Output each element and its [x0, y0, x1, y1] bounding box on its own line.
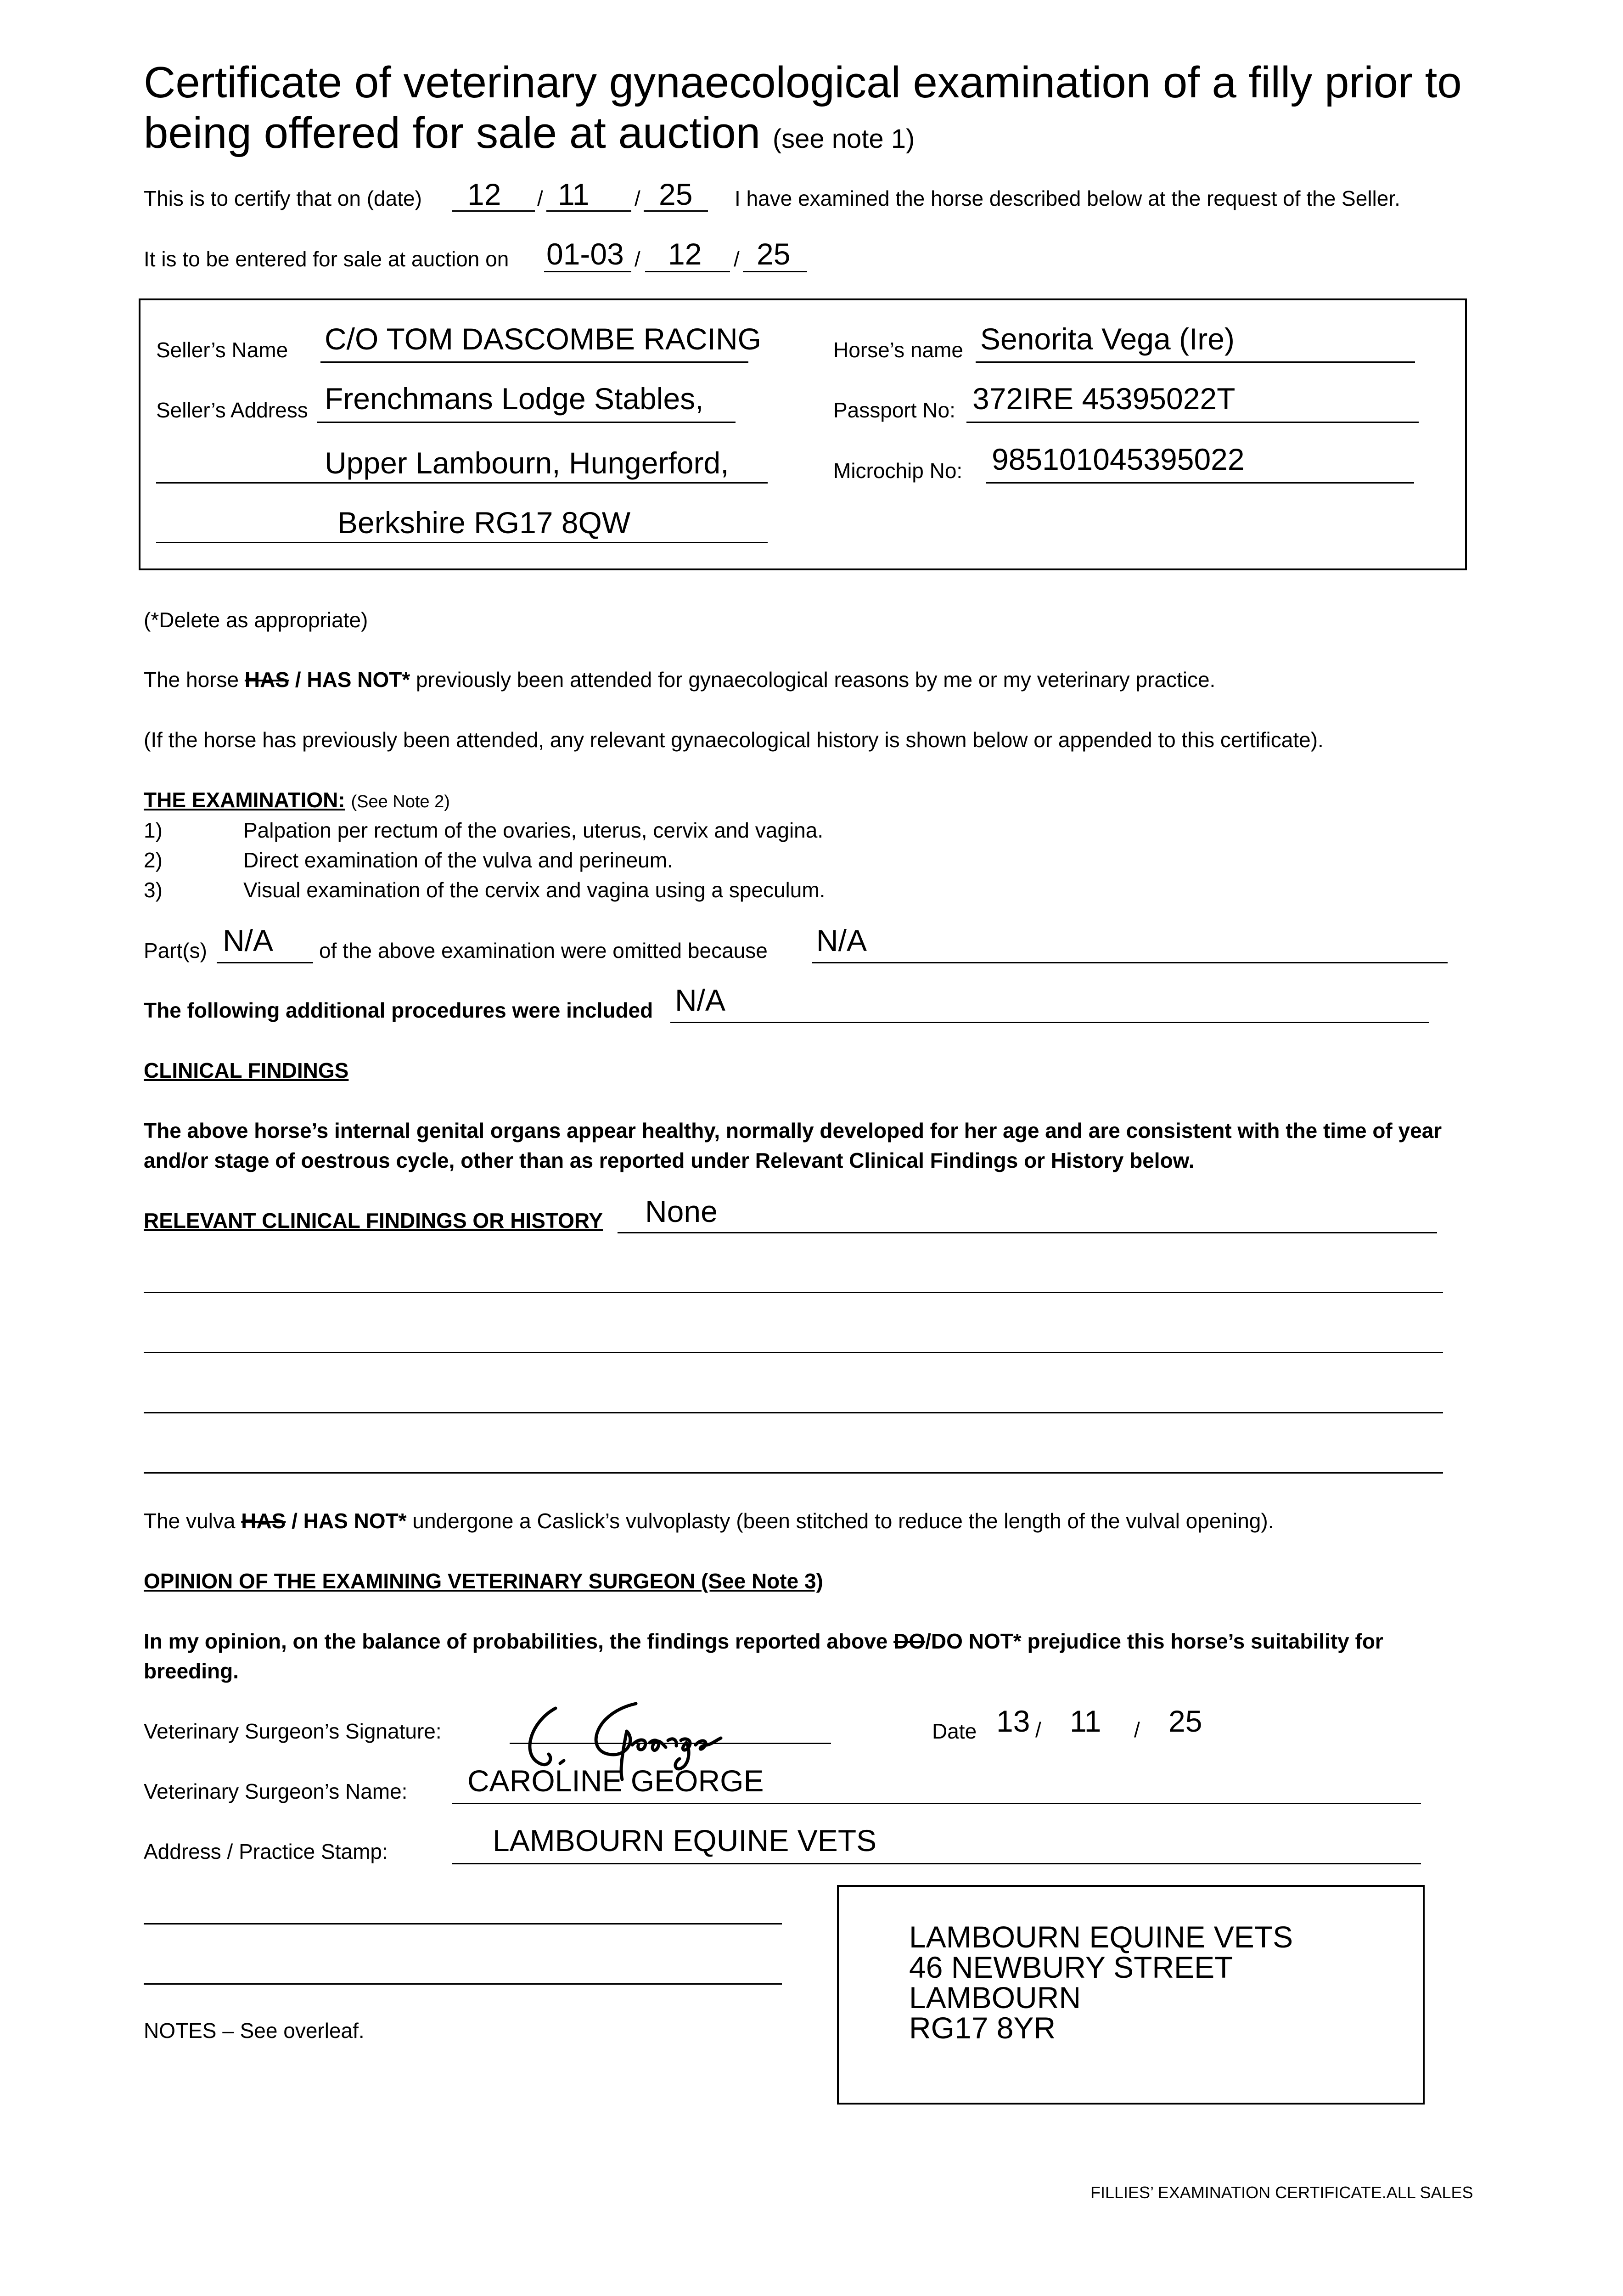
vulva-has-not: / HAS NOT* [286, 1509, 407, 1533]
sign-date-sep-2: / [1134, 1718, 1140, 1742]
relevant-findings-line-2 [144, 1292, 1443, 1293]
certify-year: 25 [659, 177, 693, 211]
practice-address: LAMBOURN EQUINE VETS [493, 1823, 877, 1857]
omitted-parts-label: Part(s) [144, 939, 207, 962]
auction-sep-1: / [635, 247, 640, 271]
exam-item-1-num: 1) [144, 818, 163, 842]
microchip-line [986, 482, 1414, 484]
microchip-number: 985101045395022 [992, 442, 1245, 476]
certify-sep-2: / [635, 186, 640, 210]
opinion-heading: OPINION OF THE EXAMINING VETERINARY SURGEON (See Note 3) [144, 1569, 823, 1593]
seller-address-line-2 [156, 482, 768, 484]
date-label: Date [932, 1719, 977, 1743]
sign-date-sep-1: / [1035, 1718, 1041, 1742]
sign-date-year: 25 [1168, 1704, 1202, 1738]
exam-item-2-num: 2) [144, 848, 163, 872]
exam-item-3-num: 3) [144, 878, 163, 902]
exam-item-3-text: Visual examination of the cervix and vagina using a speculum. [243, 878, 826, 902]
vulva-prefix: The vulva [144, 1509, 241, 1533]
relevant-findings-line-3 [144, 1352, 1443, 1353]
exam-item-1-text: Palpation per rectum of the ovaries, uterus, cervix and vagina. [243, 818, 824, 842]
passport-label: Passport No: [833, 398, 955, 422]
passport-line [966, 422, 1419, 423]
relevant-findings-line-4 [144, 1412, 1443, 1413]
title-line-2 [144, 108, 1462, 164]
certify-prefix: This is to certify that on (date) [144, 186, 422, 210]
attended-suffix: previously been attended for gynaecological reasons by me or my veterinary practice. [410, 668, 1216, 692]
stamp-line-4: RG17 8YR [909, 2011, 1056, 2045]
passport-number: 372IRE 45395022T [972, 382, 1236, 416]
examination-heading: THE EXAMINATION: [144, 788, 345, 812]
relevant-findings-value: None [645, 1194, 718, 1228]
omitted-parts-line [217, 962, 313, 963]
page-title [144, 57, 1462, 164]
opinion-suffix: /DO NOT* prejudice this horse’s suitability for [925, 1629, 1383, 1653]
seller-address-3: Berkshire RG17 8QW [337, 506, 631, 540]
auction-month: 12 [668, 237, 702, 271]
notes-reference: NOTES – See overleaf. [144, 2019, 365, 2043]
signature-label: Veterinary Surgeon’s Signature: [144, 1719, 442, 1743]
additional-label: The following additional procedures were included [144, 998, 653, 1022]
extra-address-line-1 [144, 1923, 782, 1925]
auction-prefix: It is to be entered for sale at auction on [144, 247, 509, 271]
stamp-line-2: 46 NEWBURY STREET [909, 1950, 1233, 1984]
attended-has-not: / HAS NOT* [289, 668, 410, 692]
auction-sep-2: / [734, 247, 740, 271]
relevant-findings-line-1 [618, 1232, 1437, 1233]
clinical-heading: CLINICAL FINDINGS [144, 1058, 349, 1082]
opinion-line-1 [144, 1629, 1383, 1654]
certify-day: 12 [467, 177, 501, 211]
omitted-because-line [812, 962, 1448, 963]
relevant-findings-label: RELEVANT CLINICAL FINDINGS OR HISTORY [144, 1209, 603, 1232]
omitted-middle: of the above examination were omitted because [319, 939, 768, 962]
opinion-line-2: breeding. [144, 1659, 239, 1683]
certify-sep-1: / [537, 186, 543, 210]
attended-has: HAS [244, 668, 290, 692]
seller-address-2: Upper Lambourn, Hungerford, [325, 446, 729, 480]
attended-statement [144, 667, 1215, 692]
certify-month: 11 [558, 177, 590, 211]
footer-label: FILLIES’ EXAMINATION CERTIFICATE.ALL SALES [1090, 2183, 1473, 2202]
relevant-findings-line-5 [144, 1472, 1443, 1474]
seller-address-label: Seller’s Address [156, 398, 308, 422]
sign-date-day: 13 [996, 1704, 1030, 1738]
practice-stamp [909, 1922, 1293, 2043]
sign-date-month: 11 [1070, 1704, 1101, 1738]
horse-name: Senorita Vega (Ire) [980, 322, 1235, 356]
horse-name-label: Horse’s name [833, 338, 963, 362]
microchip-label: Microchip No: [833, 459, 963, 483]
opinion-do: DO [893, 1629, 926, 1653]
seller-address-line-3 [156, 542, 768, 543]
clinical-statement-1: The above horse’s internal genital organs appear healthy, normally developed for her age and are consistent with the time of year [144, 1119, 1442, 1142]
auction-day: 01-03 [546, 237, 624, 271]
vet-name: CAROLINE GEORGE [467, 1764, 764, 1798]
auction-year: 25 [757, 237, 791, 271]
seller-name-line [320, 361, 748, 363]
seller-name: C/O TOM DASCOMBE RACING [325, 322, 762, 356]
additional-line [670, 1022, 1429, 1023]
vet-name-label: Veterinary Surgeon’s Name: [144, 1779, 408, 1803]
seller-address-line-1 [317, 422, 736, 423]
practice-address-label: Address / Practice Stamp: [144, 1840, 388, 1863]
delete-note: (*Delete as appropriate) [144, 608, 368, 632]
title-line-1: Certificate of veterinary gynaecological examination of a filly prior to [144, 58, 1462, 107]
additional-value: N/A [675, 983, 726, 1017]
vulva-has: HAS [241, 1509, 286, 1533]
horse-name-line [976, 361, 1415, 363]
omitted-because-value: N/A [816, 923, 867, 957]
attended-prefix: The horse [144, 668, 239, 692]
exam-item-2-text: Direct examination of the vulva and perineum. [243, 848, 673, 872]
examination-heading-row [144, 788, 450, 812]
vulva-statement [144, 1508, 1274, 1533]
opinion-prefix: In my opinion, on the balance of probabilities, the findings reported above [144, 1629, 894, 1653]
practice-address-line [452, 1863, 1421, 1864]
stamp-line-3: LAMBOURN [909, 1981, 1081, 2015]
title-note: (see note 1) [772, 124, 915, 154]
vet-name-line [452, 1803, 1421, 1804]
history-note: (If the horse has previously been attended, any relevant gynaecological history is shown below or appended to this certificate). [144, 728, 1324, 752]
examination-heading-note: (See Note 2) [351, 792, 450, 811]
omitted-parts-value: N/A [223, 923, 274, 957]
stamp-line-1: LAMBOURN EQUINE VETS [909, 1920, 1293, 1954]
certify-suffix: I have examined the horse described below at the request of the Seller. [735, 186, 1400, 210]
extra-address-line-2 [144, 1983, 782, 1985]
vulva-suffix: undergone a Caslick’s vulvoplasty (been stitched to reduce the length of the vulval opening). [406, 1509, 1274, 1533]
clinical-statement-2: and/or stage of oestrous cycle, other than as reported under Relevant Clinical Findings or History below. [144, 1148, 1195, 1172]
title-line-2-text: being offered for sale at auction [144, 108, 761, 158]
seller-address-1: Frenchmans Lodge Stables, [325, 382, 704, 416]
seller-name-label: Seller’s Name [156, 338, 288, 362]
